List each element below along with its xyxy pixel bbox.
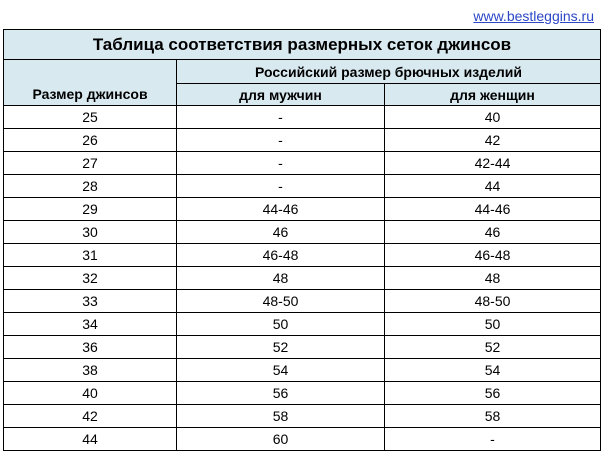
cell-women-size: 48 xyxy=(385,267,601,290)
col-header-women: для женщин xyxy=(385,84,601,106)
col-header-size: Размер джинсов xyxy=(4,60,177,106)
table-row xyxy=(4,336,601,359)
cell-men-size: 44-46 xyxy=(177,198,385,221)
cell-men-size: - xyxy=(177,175,385,198)
cell-women-size: 58 xyxy=(385,405,601,428)
size-conversion-table xyxy=(3,29,601,451)
table-row xyxy=(4,359,601,382)
cell-men-size: 58 xyxy=(177,405,385,428)
title-row xyxy=(4,30,601,60)
table-row xyxy=(4,175,601,198)
cell-women-size: 50 xyxy=(385,313,601,336)
table-row xyxy=(4,152,601,175)
watermark-link[interactable]: www.bestleggins.ru xyxy=(473,8,594,24)
cell-men-size: 48-50 xyxy=(177,290,385,313)
cell-jeans-size: 26 xyxy=(4,129,177,152)
table-title: Таблица соответствия размерных сеток джинсов xyxy=(4,30,601,60)
cell-men-size: 56 xyxy=(177,382,385,405)
cell-jeans-size: 33 xyxy=(4,290,177,313)
cell-jeans-size: 34 xyxy=(4,313,177,336)
cell-women-size: 56 xyxy=(385,382,601,405)
cell-men-size: 50 xyxy=(177,313,385,336)
cell-jeans-size: 36 xyxy=(4,336,177,359)
table-row xyxy=(4,221,601,244)
cell-men-size: 52 xyxy=(177,336,385,359)
table-row xyxy=(4,244,601,267)
cell-women-size: 48-50 xyxy=(385,290,601,313)
cell-men-size: 60 xyxy=(177,428,385,451)
cell-men-size: 48 xyxy=(177,267,385,290)
cell-jeans-size: 44 xyxy=(4,428,177,451)
table-row xyxy=(4,267,601,290)
cell-jeans-size: 25 xyxy=(4,106,177,129)
cell-women-size: 46-48 xyxy=(385,244,601,267)
table-row xyxy=(4,198,601,221)
cell-women-size: - xyxy=(385,428,601,451)
cell-jeans-size: 32 xyxy=(4,267,177,290)
cell-jeans-size: 29 xyxy=(4,198,177,221)
cell-men-size: 46-48 xyxy=(177,244,385,267)
cell-jeans-size: 42 xyxy=(4,405,177,428)
table-row xyxy=(4,129,601,152)
group-header-russian-size: Российский размер брючных изделий xyxy=(177,60,601,84)
cell-women-size: 40 xyxy=(385,106,601,129)
cell-jeans-size: 31 xyxy=(4,244,177,267)
table-row xyxy=(4,106,601,129)
cell-women-size: 44 xyxy=(385,175,601,198)
cell-men-size: 46 xyxy=(177,221,385,244)
table-body xyxy=(4,106,601,451)
cell-women-size: 42-44 xyxy=(385,152,601,175)
cell-women-size: 52 xyxy=(385,336,601,359)
cell-women-size: 54 xyxy=(385,359,601,382)
cell-women-size: 46 xyxy=(385,221,601,244)
table-row xyxy=(4,405,601,428)
cell-men-size: - xyxy=(177,106,385,129)
cell-jeans-size: 30 xyxy=(4,221,177,244)
cell-jeans-size: 38 xyxy=(4,359,177,382)
cell-women-size: 42 xyxy=(385,129,601,152)
group-header-row xyxy=(4,60,601,84)
col-header-men: для мужчин xyxy=(177,84,385,106)
cell-women-size: 44-46 xyxy=(385,198,601,221)
cell-men-size: 54 xyxy=(177,359,385,382)
cell-men-size: - xyxy=(177,129,385,152)
table-row xyxy=(4,313,601,336)
table-row xyxy=(4,428,601,451)
cell-jeans-size: 28 xyxy=(4,175,177,198)
cell-jeans-size: 27 xyxy=(4,152,177,175)
cell-jeans-size: 40 xyxy=(4,382,177,405)
cell-men-size: - xyxy=(177,152,385,175)
table-row xyxy=(4,382,601,405)
table-row xyxy=(4,290,601,313)
